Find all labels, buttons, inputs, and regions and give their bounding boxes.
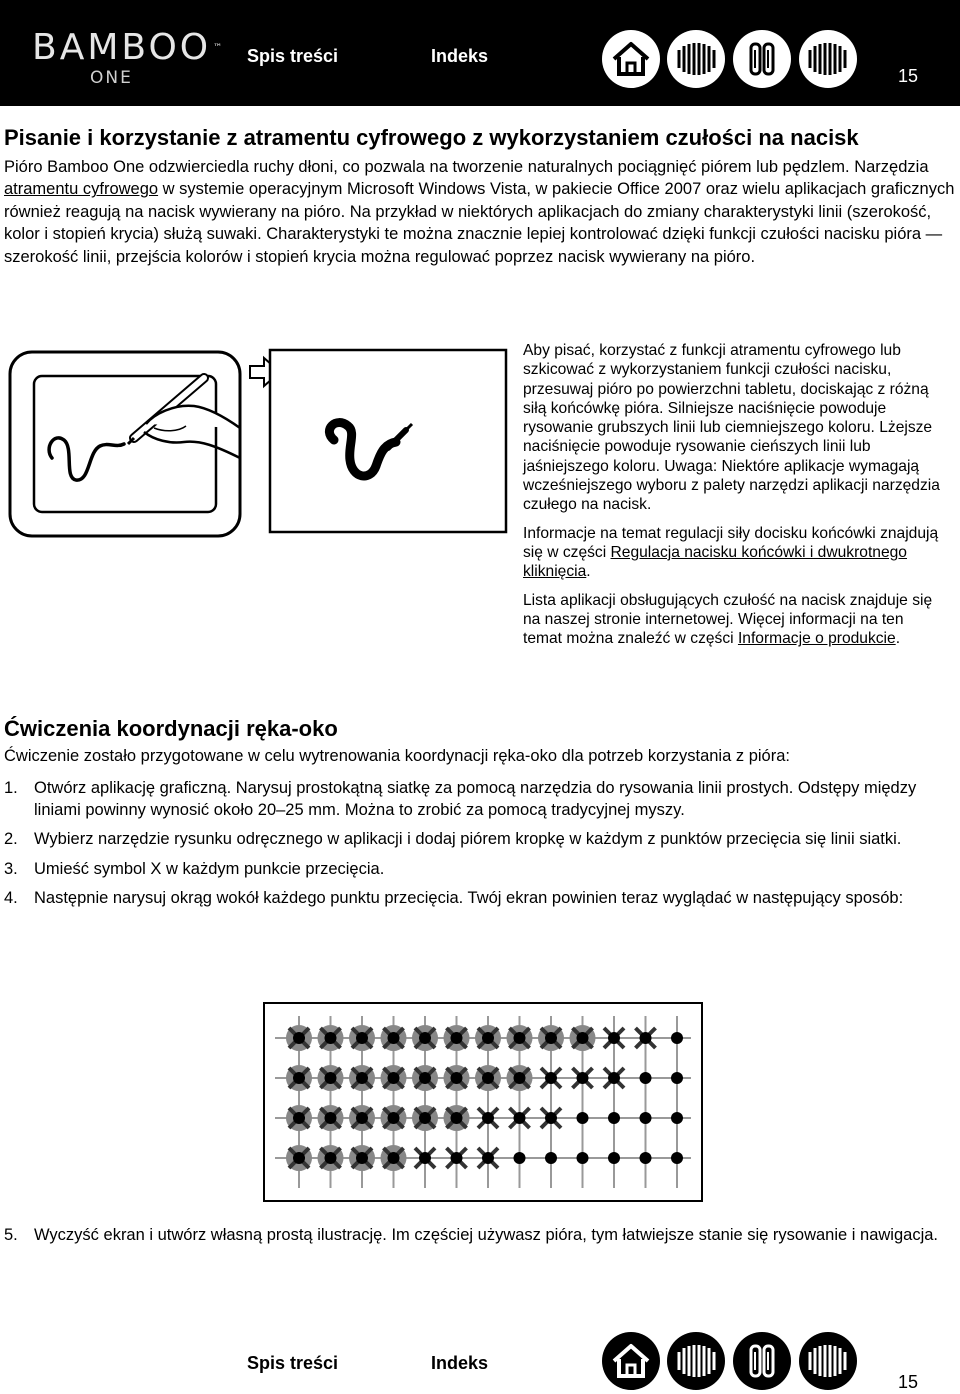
sidebar-para-2 (523, 524, 945, 582)
footer-home-button[interactable] (602, 1332, 660, 1390)
step-number: 3. (4, 859, 18, 878)
step-text: Wybierz narzędzie rysunku odręcznego w aplikacji i dodaj piórem kropkę w każdym z punktów przecięcia się linii siatki. (34, 830, 902, 848)
footer-index-link[interactable]: Indeks (431, 1353, 489, 1373)
page-number: 15 (898, 66, 919, 86)
grid-exercise-figure (263, 1002, 703, 1202)
grid-dot-mark (451, 1032, 463, 1044)
section-pen-pressure (4, 124, 956, 268)
footer-index-nav-button[interactable] (733, 1332, 791, 1390)
toc-nav-icon (667, 30, 725, 88)
sidebar-para-3-end: . (895, 630, 901, 648)
toc-link[interactable]: Spis treści (247, 46, 339, 66)
logo-tm: ™ (213, 43, 226, 53)
exercise-step-5 (4, 1225, 956, 1255)
grid-dot-mark (325, 1072, 337, 1084)
paragraph-text-2: w systemie operacyjnym Microsoft Windows Vista, w pakiecie Office 2007 oraz wielu aplikacjach graficznych również reagują na nacisk wywierany na pióro. Na przykład w niektórych aplikacjach do zmiany charakterystyki linii (szerokość, kolor i stopień krycia) służą suwaki. Charakterystyki te można znacznie lepiej kontrolować dzięki funkcji czułości nacisku pióra — szerokość linii, przejścia kolorów i stopień krycia można regulować poprzez nacisk wywierany na pióro. (4, 180, 955, 266)
step-number: 4. (4, 889, 18, 907)
index-nav-icon (733, 30, 791, 88)
grid-dot-mark (608, 1112, 620, 1124)
tablet-illustration (4, 348, 510, 538)
step-number: 2. (4, 830, 18, 848)
grid-dot-mark (640, 1032, 652, 1044)
grid-dot-mark (640, 1072, 652, 1084)
sidebar-para-3 (523, 591, 945, 649)
grid-dot-mark (608, 1072, 620, 1084)
home-icon (602, 1332, 660, 1390)
sidebar-para-1: Aby pisać, korzystać z funkcji atramentu cyfrowego lub szkicować z wykorzystaniem funkcji czułości nacisku, przesuwaj pióro po powierzchni tabletu, dociskając z różną siłą końcówkę pióra. Silniejsze naciśnięcie powoduje rysowanie grubszych linii lub ciemniejszego koloru. Lżejsze naciśnięcie powoduje rysowanie cieńszych linii lub jaśniejszego koloru. Uwaga: Niektóre aplikacje wymagają wcześniejszego wyboru z palety narzędzi aplikacji narzędzia czułego na nacisk. (523, 342, 940, 514)
toc-nav-icon (667, 1332, 725, 1390)
grid-dot-mark (545, 1152, 557, 1164)
grid-dot-mark (356, 1032, 368, 1044)
exercise-title: Ćwiczenia koordynacji ręka-oko (4, 716, 338, 741)
grid-dot-mark (577, 1072, 589, 1084)
pressure-settings-link[interactable]: Regulacja nacisku końcówki i dwukrotnego kliknięcia (523, 543, 907, 581)
step-number: 1. (4, 779, 18, 797)
grid-dot-mark (577, 1152, 589, 1164)
grid-dot-mark (293, 1072, 305, 1084)
grid-dot-mark (545, 1112, 557, 1124)
grid-dot-mark (293, 1152, 305, 1164)
logo-main-text: BAMBOO (32, 27, 212, 68)
step-number: 5. (4, 1226, 18, 1244)
grid-dot-mark (388, 1112, 400, 1124)
toc-nav-button[interactable] (667, 30, 725, 88)
grid-dot-mark (325, 1032, 337, 1044)
footer-toc-link[interactable]: Spis treści (247, 1353, 339, 1373)
step-text: Umieść symbol X w każdym punkcie przecięcia. (34, 859, 385, 878)
logo-sub-text: ONE (90, 68, 133, 88)
grid-dot-mark (293, 1032, 305, 1044)
grid-dot-mark (514, 1072, 526, 1084)
grid-dot-mark (388, 1032, 400, 1044)
page-nav-icon (799, 1332, 857, 1390)
grid-dot-mark (482, 1152, 494, 1164)
product-info-link[interactable]: Informacje o produkcie (737, 630, 896, 648)
step-2 (4, 829, 956, 851)
grid-dot-mark (671, 1032, 683, 1044)
page-nav-button[interactable] (799, 30, 857, 88)
index-nav-icon (733, 1332, 791, 1390)
sidebar-para-3-text: Lista aplikacji obsługujących czułość na nacisk znajduje się na naszej stronie internetowej. Więcej informacji na ten temat można znaleźć w części (523, 591, 933, 648)
step-1 (4, 778, 956, 821)
grid-dot-mark (608, 1032, 620, 1044)
grid-dot-mark (451, 1072, 463, 1084)
index-link[interactable]: Indeks (431, 46, 489, 66)
exercise-steps (4, 778, 956, 918)
grid-dot-mark (356, 1152, 368, 1164)
step-3 (4, 859, 956, 881)
footer-toc-nav-button[interactable] (667, 1332, 725, 1390)
grid-dot-mark (388, 1152, 400, 1164)
bamboo-one-logo (32, 27, 226, 88)
grid-dot-mark (577, 1112, 589, 1124)
step-text: Wyczyść ekran i utwórz własną prostą ilustrację. Im częściej używasz pióra, tym łatwiejsze stanie się rysowanie i nawigacja. (34, 1226, 939, 1244)
header-bar (0, 0, 960, 106)
grid-dot-mark (545, 1072, 557, 1084)
grid-dot-mark (640, 1152, 652, 1164)
grid-dot-mark (514, 1152, 526, 1164)
grid-dot-mark (577, 1032, 589, 1044)
home-button[interactable] (602, 30, 660, 88)
grid-dot-mark (671, 1112, 683, 1124)
home-icon (602, 30, 660, 88)
step-5 (4, 1225, 956, 1247)
grid-dot-mark (451, 1112, 463, 1124)
grid-dot-mark (545, 1032, 557, 1044)
grid-dot-mark (325, 1152, 337, 1164)
page-nav-icon (799, 30, 857, 88)
index-nav-button[interactable] (733, 30, 791, 88)
grid-dot-mark (482, 1112, 494, 1124)
grid-dot-mark (608, 1152, 620, 1164)
grid-dot-mark (293, 1112, 305, 1124)
grid-dot-mark (419, 1112, 431, 1124)
grid-dot-mark (482, 1032, 494, 1044)
grid-dot-mark (419, 1072, 431, 1084)
footer-page-number: 15 (898, 1372, 919, 1392)
sidebar-notes (523, 341, 945, 657)
section-title: Pisanie i korzystanie z atramentu cyfrowego z wykorzystaniem czułości na nacisk (4, 125, 859, 150)
grid-dot-mark (482, 1072, 494, 1084)
grid-dot-mark (671, 1152, 683, 1164)
grid-dot-mark (388, 1072, 400, 1084)
step-4 (4, 888, 956, 910)
exercise-intro: Ćwiczenie zostało przygotowane w celu wytrenowania koordynacji ręka-oko dla potrzeb korzystania z pióra: (4, 747, 790, 765)
grid-dot-mark (419, 1032, 431, 1044)
footer-page-nav-button[interactable] (799, 1332, 857, 1390)
grid-dot-mark (356, 1072, 368, 1084)
step-text: Otwórz aplikację graficzną. Narysuj prostokątną siatkę za pomocą narzędzia do rysowania linii prostych. Odstępy między liniami powinny wynosić około 20–25 mm. Można to zrobić za pomocą tradycyjnej myszy. (34, 779, 917, 819)
grid-dot-mark (514, 1032, 526, 1044)
section-paragraph (4, 156, 956, 268)
digital-ink-link[interactable]: atramentu cyfrowego (4, 180, 159, 199)
step-text: Następnie narysuj okrąg wokół każdego punktu przecięcia. Twój ekran powinien teraz wyglądać w następujący sposób: (34, 889, 904, 907)
grid-dot-mark (640, 1112, 652, 1124)
grid-dot-mark (671, 1072, 683, 1084)
grid-dot-mark (419, 1152, 431, 1164)
sidebar-para-2-end: . (586, 563, 591, 581)
grid-dot-mark (325, 1112, 337, 1124)
grid-dot-mark (356, 1112, 368, 1124)
grid-dot-mark (514, 1112, 526, 1124)
paragraph-text-1: Pióro Bamboo One odzwierciedla ruchy dłoni, co pozwala na tworzenie naturalnych pociągnięć piórem lub pędzlem. Narzędzia (4, 158, 929, 176)
sidebar-para-2-text: Informacje na temat regulacji siły docisku końcówki znajdują się w części (523, 524, 939, 561)
grid-dot-mark (451, 1152, 463, 1164)
